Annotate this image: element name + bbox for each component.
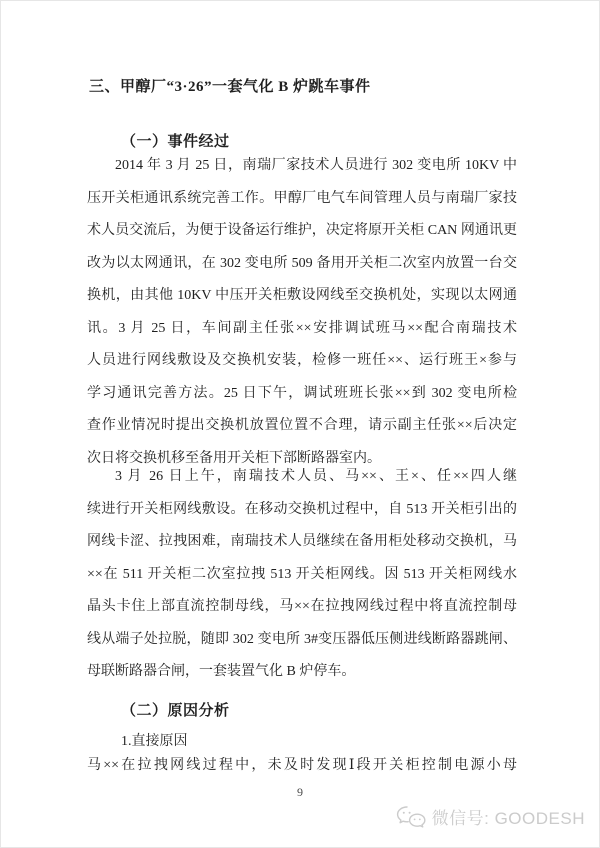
body-line: 2014 年 3 月 25 日，南瑞厂家技术人员进行 302 变电所 10KV 中: [115, 158, 517, 173]
section1-heading: （一）事件经过: [121, 134, 230, 150]
section1-paragraph1: [87, 150, 517, 475]
body-line: 压开关柜通讯系统完善工作。甲醇厂电气车间管理人员与南瑞厂家技: [87, 190, 517, 206]
body-line: 换机，由其他 10KV 中压开关柜敷设网线至交换机处，实现以太网通: [87, 288, 517, 303]
section2-heading: （二）原因分析: [121, 703, 230, 719]
body-line: 3 月 26 日上午，南瑞技术人员、马××、王×、任××四人继: [115, 469, 517, 484]
body-line: ××在 511 开关柜二次室拉拽 513 开关柜网线。因 513 开关柜网线水: [87, 566, 517, 582]
watermark-label: 微信号: GOODESH: [431, 809, 585, 828]
body-line: 线从端子处拉脱，随即 302 变电所 3#变压器低压侧进线断路器跳闸、: [87, 631, 517, 647]
wechat-icon: [396, 805, 426, 829]
body-line: 讯。3 月 25 日，车间副主任张××安排调试班马××配合南瑞技术: [87, 320, 517, 336]
body-line: 学习通讯完善方法。25 日下午，调试班班长张××到 302 变电所检: [87, 385, 517, 401]
body-line: 次日将交换机移至备用开关柜下部断路器室内。: [87, 450, 381, 466]
body-line: 改为以太网通讯，在 302 变电所 509 备用开关柜二次室内放置一台交: [87, 255, 517, 271]
section2-paragraph1: [87, 750, 517, 783]
body-line: 母联断路器合闸，一套装置气化 B 炉停车。: [87, 664, 356, 679]
body-line: 马××在拉拽网线过程中，未及时发现Ⅰ段开关柜控制电源小母: [87, 758, 517, 773]
body-line: 查作业情况时提出交换机放置位置不合理，请示副主任张××后决定: [87, 418, 517, 433]
body-line: 术人员交流后，为便于设备运行维护，决定将原开关柜 CAN 网通讯更: [87, 223, 517, 238]
body-line: 人员进行网线敷设及交换机安装，检修一班任××、运行班王×参与: [87, 353, 517, 368]
watermark: [396, 804, 585, 829]
body-line: 续进行开关柜网线敷设。在移动交换机过程中，自 513 开关柜引出的: [87, 501, 517, 517]
document-title: 三、甲醇厂“3·26”一套气化 B 炉跳车事件: [89, 79, 371, 95]
section1-paragraph2: [87, 461, 517, 689]
body-line: 网线卡涩、拉拽困难，南瑞技术人员继续在备用柜处移动交换机，马: [87, 534, 517, 549]
page-number: 9: [297, 785, 303, 799]
body-line: 晶头卡住上部直流控制母线，马××在拉拽网线过程中将直流控制母: [87, 599, 517, 614]
section2-subheading: 1.直接原因: [121, 734, 188, 749]
